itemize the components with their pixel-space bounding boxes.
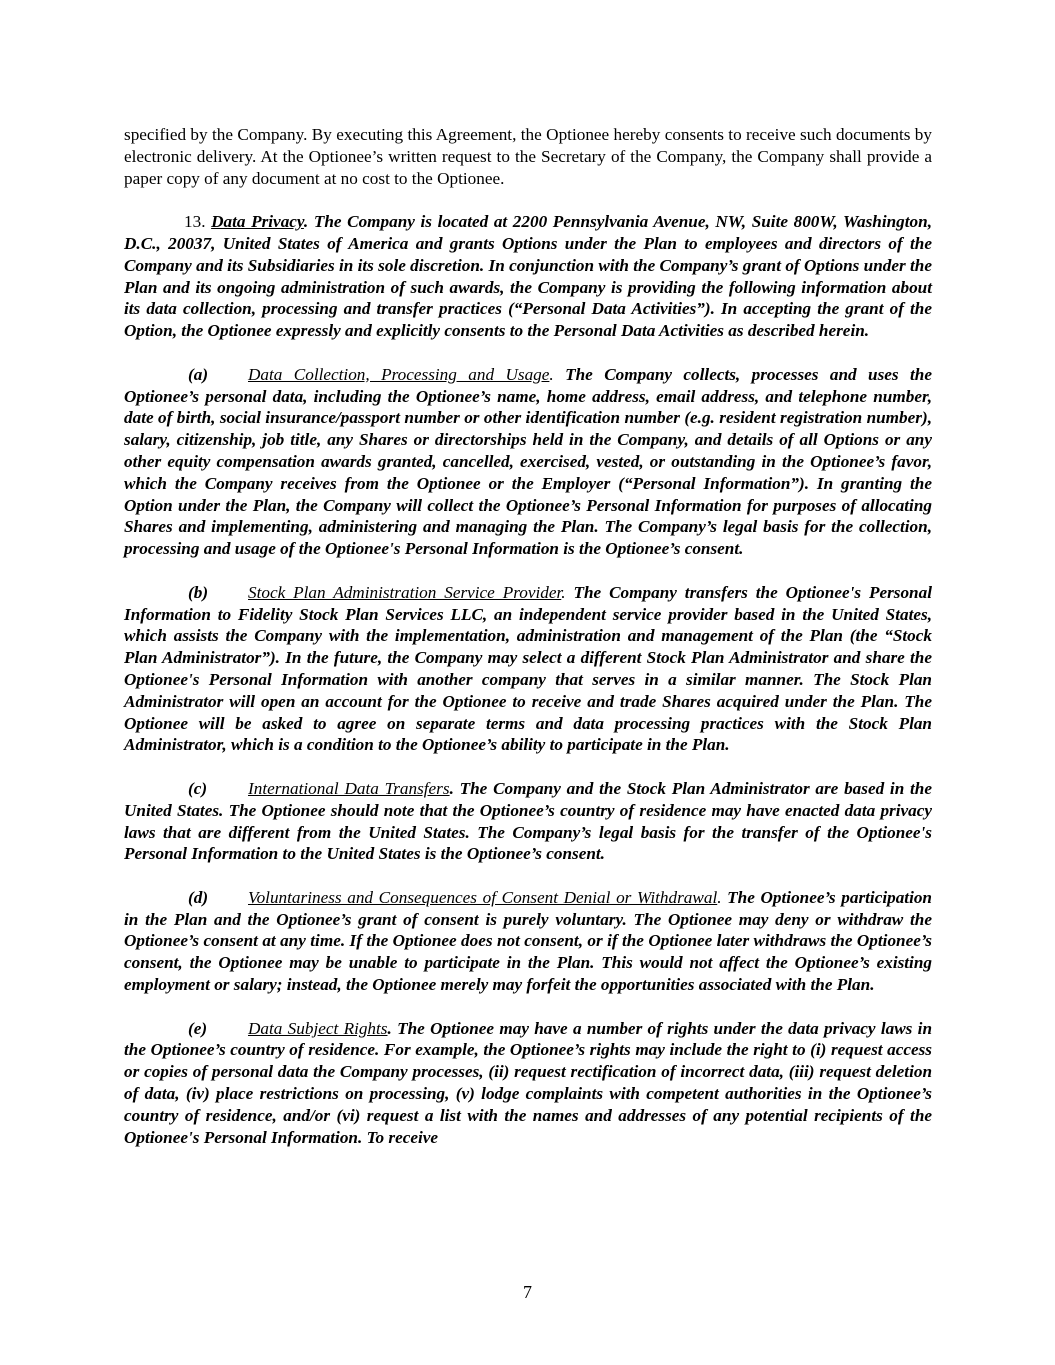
subsection-heading-punct: . <box>449 778 454 798</box>
subsection-d <box>124 887 932 996</box>
subsection-heading-punct: . <box>387 1018 392 1038</box>
paragraph-gap <box>124 996 932 1018</box>
page-number: 7 <box>523 1282 532 1302</box>
section-13-data-privacy <box>124 211 932 342</box>
subsection-heading-punct: . <box>561 582 566 602</box>
subsection-heading-punct: . <box>717 887 722 907</box>
subsection-heading: Data Subject Rights <box>248 1018 388 1038</box>
subsection-b <box>124 582 932 756</box>
subsection-letter: (d) <box>188 887 209 907</box>
subsection-letter: (a) <box>188 364 209 384</box>
section-heading-punct: . <box>303 212 309 232</box>
paragraph-gap <box>124 189 932 211</box>
subsection-body: The Company transfers the Optionee's Personal Information to Fidelity Stock Plan Services LLC, an independent service provider based in the United States, which assists the Company with the implementation, administration and management of the Plan (the “Stock Plan Administrator”). In the future, the Company may select a different Stock Plan Administrator and share the Optionee's Personal Information with another company that serves in a similar manner. The Stock Plan Administrator will open an account for the Optionee to receive and trade Shares acquired under the Plan. The Optionee will be asked to agree on separate terms and data processing practices with the Stock Plan Administrator, which is a condition to the Optionee’s ability to participate in the Plan. <box>124 582 932 755</box>
subsection-heading: Stock Plan Administration Service Provider <box>248 582 562 602</box>
subsection-letter: (b) <box>188 582 209 602</box>
subsection-e <box>124 1018 932 1149</box>
subsection-body: The Optionee may have a number of rights under the data privacy laws in the Optionee’s country of residence. For example, the Optionee’s rights may include the right to (i) request access or copies of personal data the Company processes, (ii) request rectification of incorrect data, (iii) request deletion of data, (iv) place restrictions on processing, (v) lodge complaints with competent authorities in the Optionee’s country of residence, and/or (vi) request a list with the names and addresses of any potential recipients of the Optionee's Personal Information. To receive <box>124 1018 933 1147</box>
subsection-letter: (c) <box>188 778 208 798</box>
subsection-a <box>124 364 932 560</box>
subsection-body: The Company collects, processes and uses the Optionee’s personal data, including the Optionee’s name, home address, email address, and telephone number, date of birth, social insurance/passport number or other identification number (e.g. resident registration number), salary, citizenship, job title, any Shares or directorships held in the Company, and details of all Options or any other equity compensation awards granted, cancelled, exercised, vested, or outstanding in the Optionee’s favor, which the Company receives from the Optionee or the Employer (“Personal Information”). In granting the Option under the Plan, the Company will collect the Optionee’s Personal Information for purposes of allocating Shares and implementing, administering and managing the Plan. The Company’s legal basis for the collection, processing and usage of the Optionee's Personal Information is the Optionee’s consent. <box>124 364 932 559</box>
subsection-heading: Data Collection, Processing and Usage <box>248 364 550 384</box>
section-heading: Data Privacy <box>211 212 304 232</box>
subsection-heading: Voluntariness and Consequences of Consent Denial or Withdrawal <box>248 887 718 907</box>
paragraph-continuation: specified by the Company. By executing this Agreement, the Optionee hereby consents to receive such documents by electronic delivery. At the Optionee’s written request to the Secretary of the Company, the Company shall provide a paper copy of any document at no cost to the Optionee. <box>124 125 932 188</box>
paragraph-gap <box>124 865 932 887</box>
section-number: 13. <box>184 212 206 232</box>
document-page <box>124 124 932 1148</box>
paragraph-gap <box>124 756 932 778</box>
paragraph-gap <box>124 342 932 364</box>
section-body: The Company is located at 2200 Pennsylvania Avenue, NW, Suite 800W, Washington, D.C., 20037, United States of America and grants Options under the Plan to employees and directors of the Company and its Subsidiaries in its sole discretion. In conjunction with the Company’s grant of Options under the Plan and its ongoing administration of such awards, the Company is providing the following information about its data collection, processing and transfer practices (“Personal Data Activities”). In accepting the grant of the Option, the Optionee expressly and explicitly consents to the Personal Data Activities as described herein. <box>124 212 932 341</box>
subsection-body: The Optionee’s participation in the Plan and the Optionee’s grant of consent is purely voluntary. The Optionee may deny or withdraw the Optionee’s consent at any time. If the Optionee does not consent, or if the Optionee later withdraws the Optionee’s consent, the Optionee may be unable to participate in the Plan. This would not affect the Optionee’s existing employment or salary; instead, the Optionee merely may forfeit the opportunities associated with the Plan. <box>124 887 932 995</box>
paragraph-gap <box>124 560 932 582</box>
subsection-letter: (e) <box>188 1018 208 1038</box>
subsection-c <box>124 778 932 865</box>
subsection-body: The Company and the Stock Plan Administrator are based in the United States. The Optionee should note that the Optionee’s country of residence may have enacted data privacy laws that are different from the United States. The Company’s legal basis for the transfer of the Optionee's Personal Information to the United States is the Optionee’s consent. <box>124 778 932 864</box>
subsection-heading-punct: . <box>549 364 554 384</box>
subsection-heading: International Data Transfers <box>248 778 450 798</box>
